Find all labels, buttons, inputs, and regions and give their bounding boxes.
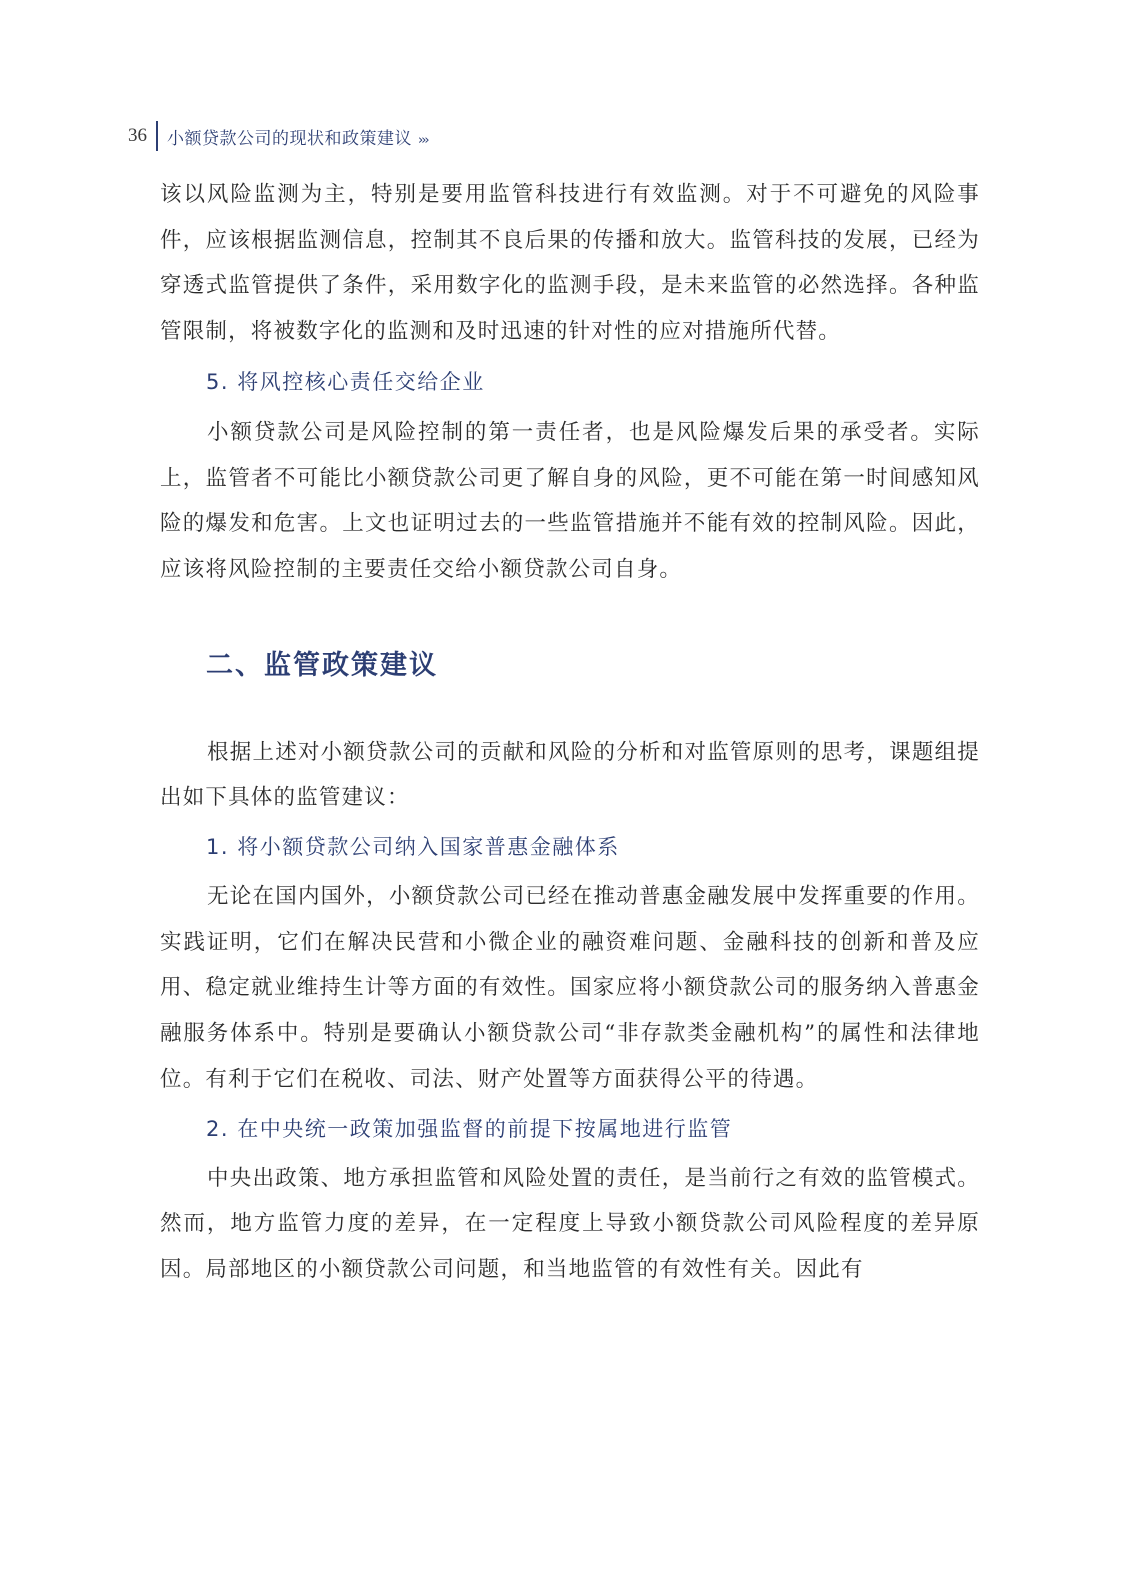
paragraph-intro: 根据上述对小额贷款公司的贡献和风险的分析和对监管原则的思考，课题组提出如下具体的监管建议： xyxy=(160,739,980,811)
running-header xyxy=(128,121,428,151)
section-title: 二、监管政策建议 xyxy=(206,649,438,681)
header-divider xyxy=(156,121,158,151)
paragraph-risk-responsibility: 小额贷款公司是风险控制的第一责任者，也是风险爆发后果的承受者。实际上，监管者不可能比小额贷款公司更了解自身的风险，更不可能在第一时间感知风险的爆发和危害。上文也证明过去的一些监管措施并不能有效的控制风险。因此，应该将风险控制的主要责任交给小额贷款公司自身。 xyxy=(160,419,980,582)
chevrons-icon: ››› xyxy=(418,132,428,148)
book-title: 小额贷款公司的现状和政策建议 xyxy=(167,128,412,149)
paragraph-continuation: 该以风险监测为主，特别是要用监管科技进行有效监测。对于不可避免的风险事件，应该根据监测信息，控制其不良后果的传播和放大。监管科技的发展，已经为穿透式监管提供了条件，采用数字化的监测手段，是未来监管的必然选择。各种监管限制，将被数字化的监测和及时迅速的针对性的应对措施所代替。 xyxy=(160,182,980,345)
paragraph-territorial-supervision: 中央出政策、地方承担监管和风险处置的责任，是当前行之有效的监管模式。然而，地方监管力度的差异，在一定程度上导致小额贷款公司风险程度的差异原因。局部地区的小额贷款公司问题，和当地监管的有效性有关。因此有 xyxy=(160,1165,980,1282)
paragraph-inclusive-finance: 无论在国内国外，小额贷款公司已经在推动普惠金融发展中发挥重要的作用。实践证明，它们在解决民营和小微企业的融资难问题、金融科技的创新和普及应用、稳定就业维持生计等方面的有效性。国家应将小额贷款公司的服务纳入普惠金融服务体系中。特别是要确认小额贷款公司“非存款类金融机构”的属性和法律地位。有利于它们在税收、司法、财产处置等方面获得公平的待遇。 xyxy=(160,884,980,1092)
page-body xyxy=(160,172,980,1293)
subheading-5: 5. 将风控核心责任交给企业 xyxy=(206,369,485,394)
page-number: 36 xyxy=(128,125,147,146)
subheading-2: 2. 在中央统一政策加强监督的前提下按属地进行监管 xyxy=(206,1116,733,1141)
subheading-1: 1. 将小额贷款公司纳入国家普惠金融体系 xyxy=(206,835,620,860)
